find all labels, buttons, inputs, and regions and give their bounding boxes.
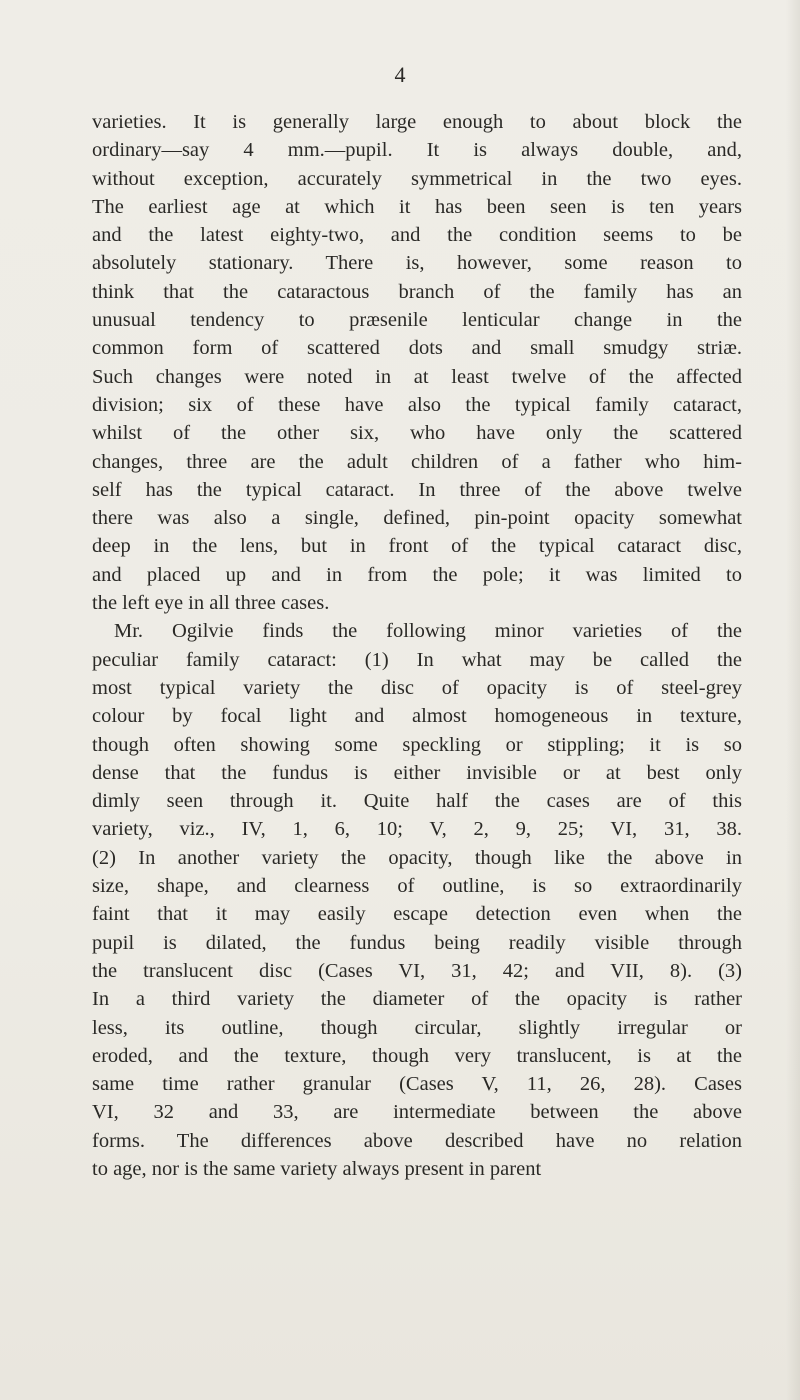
- text-line: though often showing some speckling or stippling; it is so: [92, 733, 742, 756]
- text-line: dimly seen through it. Quite half the cases are of this: [92, 790, 742, 813]
- text-line: faint that it may easily escape detection even when the: [92, 903, 742, 926]
- text-line: absolutely stationary. There is, however, some reason to: [92, 252, 742, 275]
- text-line: same time rather granular (Cases V, 11, 26, 28). Cases: [92, 1073, 742, 1096]
- text-line: (2) In another variety the opacity, though like the above in: [92, 846, 742, 869]
- text-line: dense that the fundus is either invisible or at best only: [92, 761, 742, 784]
- text-line: without exception, accurately symmetrical in the two eyes.: [92, 167, 742, 190]
- text-line: think that the cataractous branch of the family has an: [92, 280, 742, 303]
- text-line: and the latest eighty-two, and the condition seems to be: [92, 224, 742, 247]
- text-line: changes, three are the adult children of a father who him-: [92, 450, 742, 473]
- text-line: common form of scattered dots and small smudgy striæ.: [92, 337, 742, 360]
- text-line: the translucent disc (Cases VI, 31, 42; and VII, 8). (3): [92, 959, 742, 982]
- text-line: varieties. It is generally large enough to about block the: [92, 111, 742, 133]
- text-line: colour by focal light and almost homogeneous in texture,: [92, 705, 742, 728]
- page-number: 4: [394, 62, 406, 87]
- text-line: forms. The differences above described have no relation: [92, 1129, 742, 1152]
- text-line: there was also a single, defined, pin-point opacity somewhat: [92, 507, 742, 530]
- text-line: whilst of the other six, who have only the scattered: [92, 422, 742, 445]
- text-line: In a third variety the diameter of the opacity is rather: [92, 988, 742, 1011]
- text-line: Mr. Ogilvie finds the following minor varieties of the: [114, 620, 742, 643]
- text-line: to age, nor is the same variety always present in parent: [92, 1157, 542, 1180]
- text-line: The earliest age at which it has been seen is ten years: [92, 195, 742, 218]
- text-line: eroded, and the texture, though very translucent, is at the: [92, 1044, 742, 1067]
- text-line: the left eye in all three cases.: [92, 592, 330, 615]
- text-line: and placed up and in from the pole; it was limited to: [92, 563, 742, 586]
- text-line: division; six of these have also the typical family cataract,: [92, 393, 742, 416]
- text-line: self has the typical cataract. In three of the above twelve: [92, 478, 742, 501]
- text-line: size, shape, and clearness of outline, is so extraordinarily: [92, 875, 742, 898]
- text-line: VI, 32 and 33, are intermediate between the above: [92, 1101, 742, 1124]
- body-text: [92, 108, 742, 1183]
- text-line: peculiar family cataract: (1) In what may be called the: [92, 648, 742, 671]
- page-edge-shadow: [786, 0, 800, 1400]
- text-line: pupil is dilated, the fundus being readily visible through: [92, 931, 742, 954]
- text-line: most typical variety the disc of opacity is of steel-grey: [92, 676, 742, 699]
- text-line: deep in the lens, but in front of the typical cataract disc,: [92, 535, 742, 558]
- text-line: Such changes were noted in at least twelve of the affected: [92, 365, 742, 388]
- text-line: less, its outline, though circular, slightly irregular or: [92, 1016, 742, 1039]
- text-line: unusual tendency to præsenile lenticular change in the: [92, 309, 742, 332]
- text-line: ordinary—say 4 mm.—pupil. It is always double, and,: [92, 139, 742, 162]
- text-line: variety, viz., IV, 1, 6, 10; V, 2, 9, 25; VI, 31, 38.: [92, 818, 742, 841]
